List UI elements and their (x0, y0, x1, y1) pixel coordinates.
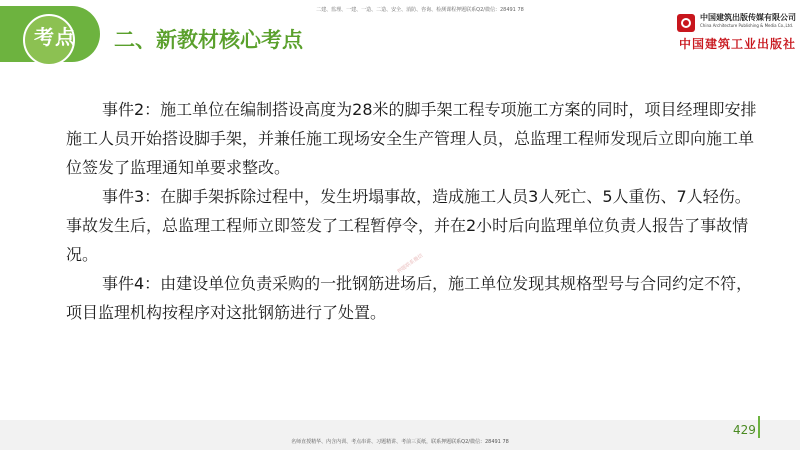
content-body (66, 95, 766, 327)
event-3-paragraph: 事件3：在脚手架拆除过程中，发生坍塌事故，造成施工人员3人死亡、5人重伤、7人轻伤。事故发生后，总监理工程师立即签发了工程暂停令，并在2小时后向监理单位负责人报告了事故情况。 (66, 187, 751, 264)
publisher-name-en: China Architecture Publishing & Media Co.,Ltd. (700, 23, 794, 28)
event-2-paragraph: 事件2：施工单位在编制搭设高度为28米的脚手架工程专项施工方案的同时，项目经理即安排施工人员开始搭设脚手架，并兼任施工现场安全生产管理人员，总监理工程师发现后立即向施工单位签发了监理通知单要求整改。 (66, 100, 757, 177)
event-4-paragraph: 事件4：由建设单位负责采购的一批钢筋进场后，施工单位发现其规格型号与合同约定不符，项目监理机构按程序对这批钢筋进行了处置。 (66, 274, 753, 322)
publisher-logo-icon (677, 14, 695, 32)
footer-note: 名师直授精华、内含内训、考点串讲、习题精讲、考前三页纸，联系押题联系Q2/微信：28491 78 (291, 439, 509, 445)
section-title: 二、新教材核心考点 (114, 28, 303, 52)
publisher-name-cn: 中国建筑出版传媒有限公司 (700, 13, 796, 22)
topic-tab-label: 考点 (34, 25, 76, 49)
watermark: 押题联系微信 (396, 252, 425, 275)
page-number: 429 (733, 423, 756, 437)
publisher-calligraphy: 中国建筑工业出版社 (679, 37, 797, 51)
page-number-divider (758, 416, 760, 438)
header-note: 二建、监理、一建、一造、二造、安全、消防、咨询、检测课程押题联系Q2/微信：28491 78 (316, 7, 524, 13)
bottom-bar (0, 420, 800, 450)
